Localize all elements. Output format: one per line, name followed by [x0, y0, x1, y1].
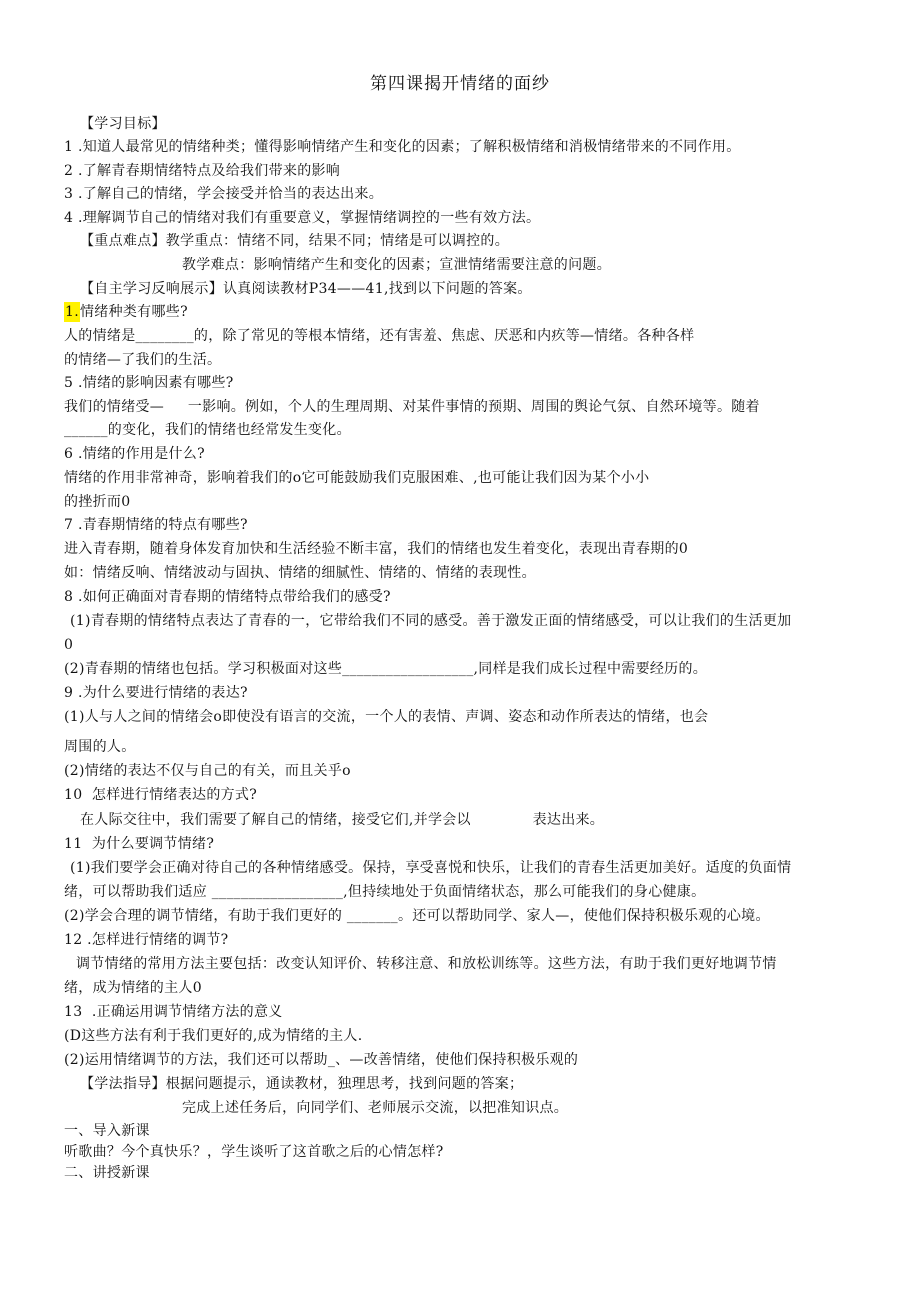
page-title: 第四课揭开情绪的面纱: [370, 74, 550, 94]
answer-12-line-2: 绪，成为情绪的主人0: [64, 980, 202, 996]
answer-13-part-2: (2)运用情绪调节的方法，我们还可以帮助_、—改善情绪，使他们保持积极乐观的: [64, 1052, 579, 1068]
section-heading-learning-goals: 【学习目标】: [80, 116, 166, 132]
goal-item-4: 4 .理解调节自己的情绪对我们有重要意义，掌握情绪调控的一些有效方法。: [64, 210, 541, 226]
answer-9-part-2: (2)情绪的表达不仅与自己的有关，而且关乎o: [64, 763, 351, 779]
answer-6-line-1: 情绪的作用非常神奇，影响着我们的o它可能鼓励我们克服困难、,也可能让我们因为某个小小: [64, 470, 650, 486]
answer-9-part-1: (1)人与人之间的情绪会o即使没有语言的交流，一个人的表情、声调、姿态和动作所表达的情绪，也会: [64, 709, 709, 725]
answer-11-part-2: (2)学会合理的调节情绪，有助于我们更好的 _______。还可以帮助同学、家人—，使他们保持积极乐观的心境。: [64, 908, 770, 924]
question-11: 11 为什么要调节情绪?: [64, 836, 215, 852]
answer-13-part-1: (D这些方法有利于我们更好的,成为情绪的主人.: [64, 1028, 363, 1044]
answer-1-line-1: 人的情绪是________的，除了常见的等根本情绪，还有害羞、焦虑、厌恶和内疚等—情绪。各种各样: [64, 328, 695, 344]
question-5: 5 .情绪的影响因素有哪些?: [64, 375, 234, 391]
goal-item-3: 3 .了解自己的情绪，学会接受并恰当的表达出来。: [64, 186, 384, 202]
question-number-highlight: 1.: [65, 304, 79, 320]
answer-8-part-2: (2)青春期的情绪也包括。学习积极面对这些__________________,同样是我们成长过程中需要经历的。: [64, 661, 708, 677]
answer-5-line-1: 我们的情绪受— 一影响。例如，个人的生理周期、对某件事情的预期、周围的舆论气氛、自然环境等。随着: [64, 399, 760, 415]
goal-item-2: 2 .了解青春期情绪特点及给我们带来的影响: [64, 163, 341, 179]
answer-8-part-1-end: 0: [64, 637, 74, 653]
question-1-text: 情绪种类有哪些?: [79, 304, 188, 320]
answer-7-line-2: 如：情绪反响、情绪波动与固执、情绪的细腻性、情绪的、情绪的表现性。: [64, 565, 536, 581]
question-8: 8 .如何正确面对青春期的情绪特点带给我们的感受?: [64, 589, 391, 605]
answer-8-part-1: (1)青春期的情绪特点表达了青春的一，它带给我们不同的感受。善于激发正面的情绪感受，可以让我们的生活更加: [70, 613, 792, 629]
answer-6-line-2: 的挫折而0: [64, 494, 131, 510]
answer-9-part-1-end: 周围的人。: [64, 739, 136, 755]
question-12: 12 .怎样进行情绪的调节?: [64, 932, 229, 948]
study-method-line-2: 完成上述任务后，向同学们、老师展示交流，以把准知识点。: [182, 1100, 569, 1116]
answer-12-line-1: 调节情绪的常用方法主要包括：改变认知评价、转移注意、和放松训练等。这些方法，有助于我们更好地调节情: [76, 956, 777, 972]
answer-7-line-1: 进入青春期，随着身体发育加快和生活经验不断丰富，我们的情绪也发生着变化，表现出青春期的0: [64, 541, 689, 557]
question-1: [64, 302, 188, 322]
section-teaching-heading: 二、讲授新课: [64, 1165, 150, 1181]
question-6: 6 .情绪的作用是什么?: [64, 446, 205, 462]
question-7: 7 .青春期情绪的特点有哪些?: [64, 517, 248, 533]
section-intro-heading: 一、导入新课: [64, 1123, 150, 1139]
goal-item-1: 1 .知道人最常见的情绪种类；懂得影响情绪产生和变化的因素；了解积极情绪和消极情绪带来的不同作用。: [64, 139, 741, 155]
answer-10: 在人际交往中，我们需要了解自己的情绪，接受它们,并学会以 表达出来。: [80, 812, 605, 828]
answer-11-part-1-cont: 绪，可以帮助我们适应 __________________,但持续地处于负面情绪状态，那么可能我们的身心健康。: [64, 884, 706, 900]
section-intro-text: 听歌曲？今个真快乐？，学生谈听了这首歌之后的心情怎样?: [64, 1144, 444, 1160]
question-10: 10 怎样进行情绪表达的方式?: [64, 787, 258, 803]
difficult-points-line: 教学难点：影响情绪产生和变化的因素；宣泄情绪需要注意的问题。: [182, 257, 611, 273]
question-9: 9 .为什么要进行情绪的表达?: [64, 685, 248, 701]
key-points-line: 【重点难点】教学重点：情绪不同，结果不同；情绪是可以调控的。: [80, 233, 509, 249]
self-study-heading: 【自主学习反响展示】认真阅读教材P34——41,找到以下问题的答案。: [80, 281, 532, 297]
answer-1-line-2: 的情绪—了我们的生活。: [64, 352, 222, 368]
answer-5-line-2: ______的变化，我们的情绪也经常发生变化。: [64, 422, 351, 438]
question-13: 13 .正确运用调节情绪方法的意义: [64, 1004, 283, 1020]
answer-11-part-1: (1)我们要学会正确对待自己的各种情绪感受。保持，享受喜悦和快乐，让我们的青春生活更加美好。适度的负面情: [70, 860, 792, 876]
study-method-heading: 【学法指导】根据问题提示，通读教材，独理思考，找到问题的答案；: [80, 1076, 524, 1092]
